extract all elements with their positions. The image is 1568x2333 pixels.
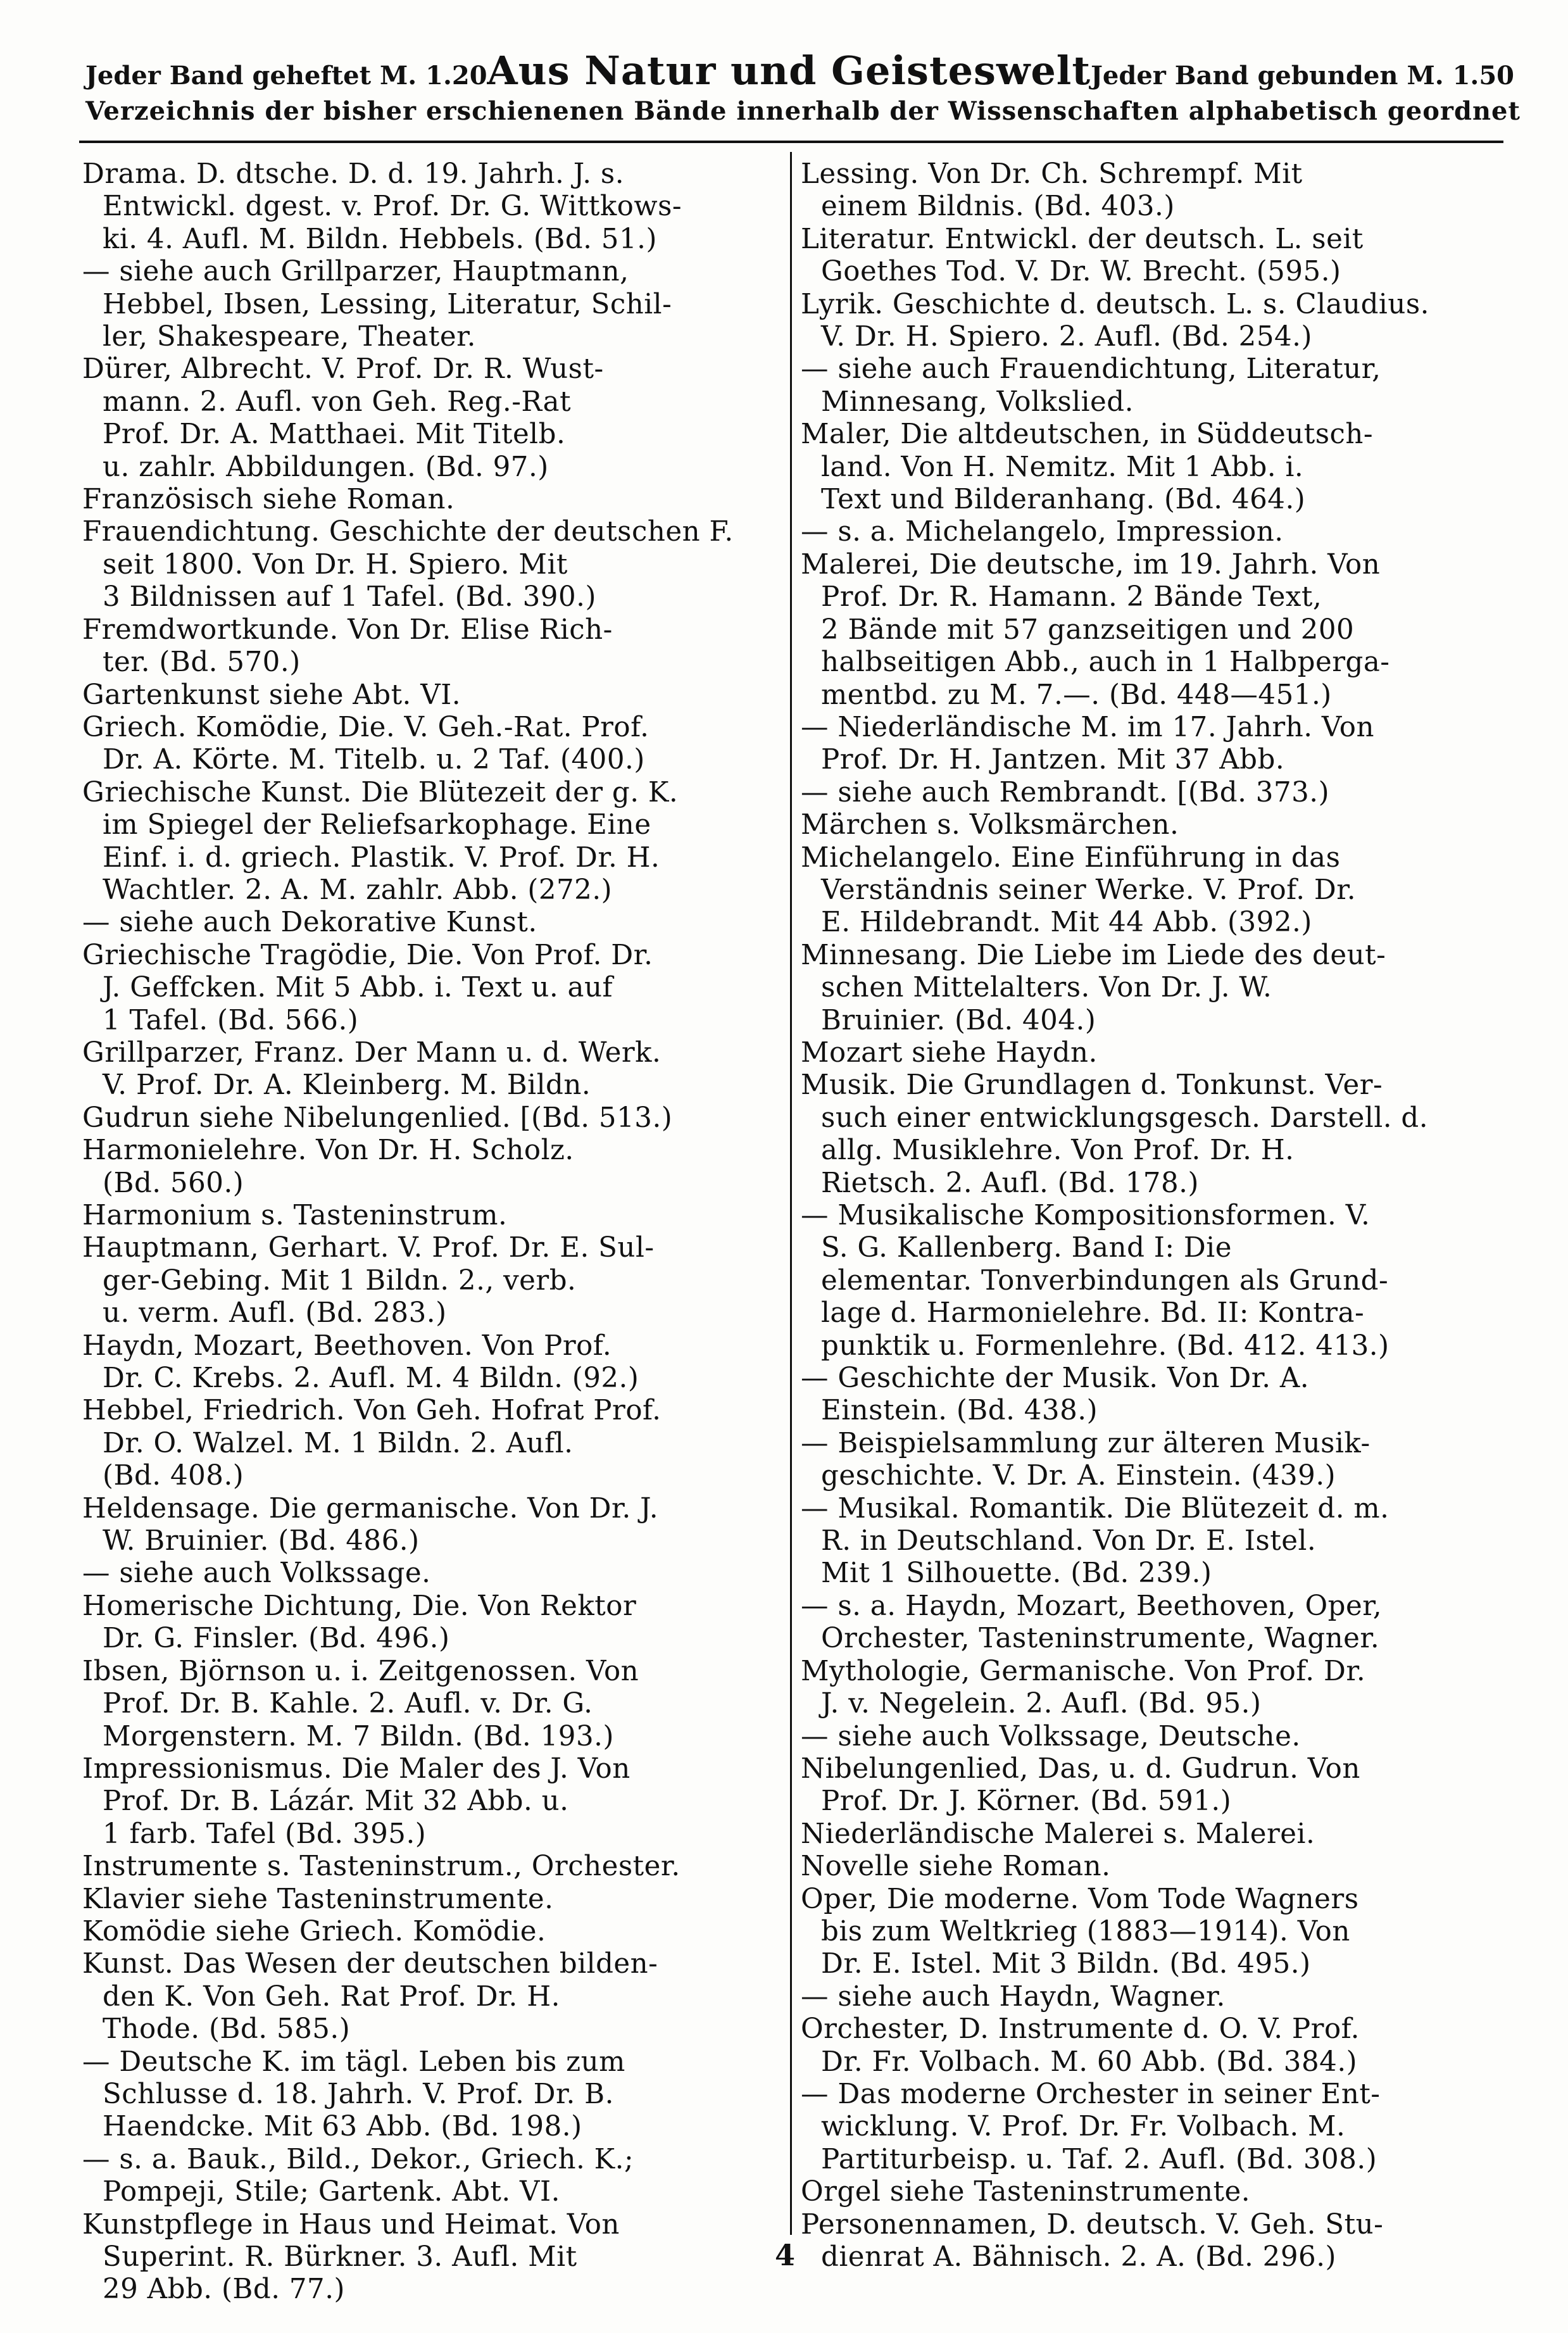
entry-continuation-line: W. Bruinier. (Bd. 486.) <box>103 1525 420 1557</box>
entry-heading-line: Griechische Tragödie, Die. Von Prof. Dr. <box>82 939 653 971</box>
entry-continuation-line: ler, Shakespeare, Theater. <box>103 321 476 353</box>
catalog-entry <box>82 484 782 516</box>
series-title: Aus Natur und Geisteswelt <box>487 47 1091 94</box>
entry-heading-line: — s. a. Bauk., Bild., Dekor., Griech. K.; <box>82 2143 634 2175</box>
entry-continuation-line: 3 Bildnissen auf 1 Tafel. (Bd. 390.) <box>103 581 596 613</box>
catalog-entry <box>801 1883 1500 1981</box>
catalog-entry <box>801 777 1500 809</box>
catalog-entry <box>801 2209 1500 2274</box>
entry-heading-line: Frauendichtung. Geschichte der deutschen F. <box>82 516 734 548</box>
entry-heading-line: Literatur. Entwickl. der deutsch. L. seit <box>801 223 1364 255</box>
catalog-entry <box>801 1851 1500 1883</box>
column-divider <box>790 152 792 2235</box>
entry-continuation-line: V. Prof. Dr. A. Kleinberg. M. Bildn. <box>103 1069 591 1102</box>
catalog-entry <box>801 1590 1500 1656</box>
entry-continuation-line: Einstein. (Bd. 438.) <box>821 1395 1098 1427</box>
entry-heading-line: — Musikal. Romantik. Die Blütezeit d. m. <box>801 1492 1389 1525</box>
catalog-entry <box>82 1200 782 1232</box>
catalog-entry <box>801 1753 1500 1818</box>
entry-continuation-line: Verständnis seiner Werke. V. Prof. Dr. <box>821 874 1357 906</box>
catalog-entry <box>801 516 1500 548</box>
catalog-entry <box>801 1069 1500 1200</box>
entry-heading-line: Minnesang. Die Liebe im Liede des deut- <box>801 939 1386 971</box>
catalog-entry <box>82 1883 782 1916</box>
entry-continuation-line: allg. Musiklehre. Von Prof. Dr. H. <box>821 1135 1295 1167</box>
entry-continuation-line: Prof. Dr. B. Lázár. Mit 32 Abb. u. <box>103 1785 569 1818</box>
catalog-entry <box>82 907 782 939</box>
entry-heading-line: — Das moderne Orchester in seiner Ent- <box>801 2078 1381 2110</box>
entry-continuation-line: Partiturbeisp. u. Taf. 2. Aufl. (Bd. 308.) <box>821 2143 1377 2175</box>
page-header <box>85 47 1514 94</box>
entry-heading-line: Mozart siehe Haydn. <box>801 1036 1098 1069</box>
catalog-entry <box>82 2046 782 2144</box>
entry-heading-line: — siehe auch Grillparzer, Hauptmann, <box>82 256 629 288</box>
entry-continuation-line: Pompeji, Stile; Gartenk. Abt. VI. <box>103 2176 560 2208</box>
entry-continuation-line: wicklung. V. Prof. Dr. Fr. Volbach. M. <box>821 2111 1346 2143</box>
catalog-entry <box>801 418 1500 516</box>
catalog-entry <box>801 842 1500 940</box>
catalog-entry <box>82 2209 782 2306</box>
catalog-entry <box>82 1102 782 1135</box>
entry-continuation-line: (Bd. 560.) <box>103 1167 244 1199</box>
catalog-entry <box>801 1981 1500 2013</box>
entry-heading-line: — siehe auch Frauendichtung, Literatur, <box>801 353 1381 386</box>
entry-continuation-line: Rietsch. 2. Aufl. (Bd. 178.) <box>821 1167 1199 1199</box>
entry-continuation-line: Morgenstern. M. 7 Bildn. (Bd. 193.) <box>103 1720 614 1752</box>
catalog-subtitle: Verzeichnis der bisher erschienenen Bände innerhalb der Wissenschaften alphabetisch geordnet <box>85 96 1521 126</box>
catalog-entry <box>801 549 1500 712</box>
entry-continuation-line: Prof. Dr. R. Hamann. 2 Bände Text, <box>821 581 1322 613</box>
entry-continuation-line: Thode. (Bd. 585.) <box>103 2013 351 2046</box>
entry-continuation-line: Dr. O. Walzel. M. 1 Bildn. 2. Aufl. <box>103 1427 574 1459</box>
entry-continuation-line: u. zahlr. Abbildungen. (Bd. 97.) <box>103 451 549 483</box>
catalog-entry <box>801 2078 1500 2176</box>
entry-continuation-line: punktik u. Formenlehre. (Bd. 412. 413.) <box>821 1330 1389 1362</box>
entry-continuation-line: Dr. G. Finsler. (Bd. 496.) <box>103 1623 450 1655</box>
entry-heading-line: Märchen s. Volksmärchen. <box>801 809 1179 841</box>
catalog-entry <box>801 353 1500 418</box>
catalog-entry <box>801 2176 1500 2208</box>
entry-heading-line: Heldensage. Die germanische. Von Dr. J. <box>82 1492 659 1525</box>
catalog-entry <box>82 2144 782 2209</box>
entry-heading-line: Maler, Die altdeutschen, in Süddeutsch- <box>801 418 1374 451</box>
entry-heading-line: — siehe auch Volkssage, Deutsche. <box>801 1720 1301 1752</box>
page-number: 4 <box>774 2238 795 2272</box>
entry-continuation-line: ter. (Bd. 570.) <box>103 646 301 679</box>
entry-heading-line: Lessing. Von Dr. Ch. Schrempf. Mit <box>801 158 1303 190</box>
entry-heading-line: Kunst. Das Wesen der deutschen bilden- <box>82 1948 658 1980</box>
catalog-entry <box>801 809 1500 841</box>
catalog-entry <box>82 1135 782 1200</box>
entry-continuation-line: such einer entwicklungsgesch. Darstell. d. <box>821 1102 1429 1134</box>
catalog-entry <box>82 158 782 256</box>
entry-continuation-line: Orchester, Tasteninstrumente, Wagner. <box>821 1623 1380 1655</box>
entry-continuation-line: Prof. Dr. B. Kahle. 2. Aufl. v. Dr. G. <box>103 1688 593 1720</box>
entry-heading-line: — siehe auch Volkssage. <box>82 1557 431 1590</box>
entry-continuation-line: einem Bildnis. (Bd. 403.) <box>821 191 1175 223</box>
catalog-entry <box>82 1330 782 1395</box>
entry-continuation-line: Prof. Dr. J. Körner. (Bd. 591.) <box>821 1785 1232 1818</box>
entry-heading-line: Nibelungenlied, Das, u. d. Gudrun. Von <box>801 1752 1360 1785</box>
entry-heading-line: Musik. Die Grundlagen d. Tonkunst. Ver- <box>801 1069 1383 1102</box>
catalog-entry <box>82 614 782 679</box>
entry-heading-line: Harmonium s. Tasteninstrum. <box>82 1200 508 1231</box>
entry-continuation-line: S. G. Kallenberg. Band I: Die <box>821 1232 1232 1264</box>
entry-continuation-line: bis zum Weltkrieg (1883—1914). Von <box>821 1915 1350 1947</box>
entry-continuation-line: ki. 4. Aufl. M. Bildn. Hebbels. (Bd. 51.) <box>103 223 657 255</box>
entry-heading-line: Harmonielehre. Von Dr. H. Scholz. <box>82 1135 574 1167</box>
entry-heading-line: — s. a. Haydn, Mozart, Beethoven, Oper, <box>801 1590 1383 1622</box>
entry-heading-line: Niederländische Malerei s. Malerei. <box>801 1818 1315 1850</box>
entry-heading-line: Komödie siehe Griech. Komödie. <box>82 1915 546 1947</box>
entry-heading-line: Michelangelo. Eine Einführung in das <box>801 841 1341 874</box>
catalog-entry <box>82 1395 782 1492</box>
entry-heading-line: Personennamen, D. deutsch. V. Geh. Stu- <box>801 2208 1384 2241</box>
catalog-entry <box>801 158 1500 223</box>
catalog-entry <box>801 1200 1500 1362</box>
entry-heading-line: Orgel siehe Tasteninstrumente. <box>801 2176 1251 2208</box>
entry-heading-line: Gudrun siehe Nibelungenlied. [(Bd. 513.) <box>82 1102 673 1134</box>
entry-continuation-line: Entwickl. dgest. v. Prof. Dr. G. Wittkows- <box>103 191 682 223</box>
catalog-entry <box>801 1362 1500 1428</box>
entry-continuation-line: Hebbel, Ibsen, Lessing, Literatur, Schil- <box>103 288 672 320</box>
left-column <box>82 158 782 2306</box>
catalog-entry <box>801 1037 1500 1069</box>
entry-continuation-line: land. Von H. Nemitz. Mit 1 Abb. i. <box>821 451 1304 483</box>
entry-heading-line: Haydn, Mozart, Beethoven. Von Prof. <box>82 1330 612 1362</box>
entry-heading-line: Drama. D. dtsche. D. d. 19. Jahrh. J. s. <box>82 158 625 190</box>
entry-continuation-line: geschichte. V. Dr. A. Einstein. (439.) <box>821 1460 1336 1492</box>
entry-heading-line: Griechische Kunst. Die Blütezeit der g. K. <box>82 776 679 808</box>
catalog-entry <box>801 223 1500 289</box>
entry-heading-line: Oper, Die moderne. Vom Tode Wagners <box>801 1883 1359 1915</box>
entry-continuation-line: halbseitigen Abb., auch in 1 Halbperga- <box>821 646 1390 679</box>
entry-continuation-line: Wachtler. 2. A. M. zahlr. Abb. (272.) <box>103 874 613 906</box>
catalog-entry <box>82 1590 782 1656</box>
catalog-entry <box>82 256 782 353</box>
entry-continuation-line: J. v. Negelein. 2. Aufl. (Bd. 95.) <box>821 1688 1262 1720</box>
catalog-entry <box>82 1557 782 1590</box>
entry-heading-line: Malerei, Die deutsche, im 19. Jahrh. Von <box>801 548 1381 581</box>
entry-heading-line: Novelle siehe Roman. <box>801 1851 1111 1883</box>
entry-continuation-line: V. Dr. H. Spiero. 2. Aufl. (Bd. 254.) <box>821 321 1312 353</box>
entry-continuation-line: Haendcke. Mit 63 Abb. (Bd. 198.) <box>103 2111 582 2143</box>
entry-heading-line: — siehe auch Rembrandt. [(Bd. 373.) <box>801 776 1330 808</box>
entry-heading-line: Dürer, Albrecht. V. Prof. Dr. R. Wust- <box>82 353 604 386</box>
entry-continuation-line: dienrat A. Bähnisch. 2. A. (Bd. 296.) <box>821 2241 1336 2273</box>
entry-heading-line: Gartenkunst siehe Abt. VI. <box>82 679 461 711</box>
entry-continuation-line: schen Mittelalters. Von Dr. J. W. <box>821 972 1272 1004</box>
entry-heading-line: Hebbel, Friedrich. Von Geh. Hofrat Prof. <box>82 1395 662 1427</box>
catalog-entry <box>82 516 782 613</box>
entry-heading-line: Instrumente s. Tasteninstrum., Orchester. <box>82 1851 681 1883</box>
entry-heading-line: — Beispielsammlung zur älteren Musik- <box>801 1427 1370 1459</box>
entry-continuation-line: u. verm. Aufl. (Bd. 283.) <box>103 1297 447 1330</box>
entry-continuation-line: Text und Bilderanhang. (Bd. 464.) <box>821 484 1306 516</box>
entry-heading-line: Hauptmann, Gerhart. V. Prof. Dr. E. Sul- <box>82 1232 655 1264</box>
catalog-entry <box>801 1721 1500 1753</box>
entry-heading-line: — siehe auch Haydn, Wagner. <box>801 1980 1226 2013</box>
catalog-entry <box>801 1493 1500 1590</box>
catalog-entry <box>82 1851 782 1883</box>
entry-continuation-line: Minnesang, Volkslied. <box>821 386 1134 418</box>
entry-heading-line: Homerische Dichtung, Die. Von Rektor <box>82 1590 637 1622</box>
entry-continuation-line: Goethes Tod. V. Dr. W. Brecht. (595.) <box>821 256 1341 288</box>
entry-continuation-line: Bruinier. (Bd. 404.) <box>821 1004 1096 1036</box>
entry-heading-line: Grillparzer, Franz. Der Mann u. d. Werk. <box>82 1036 662 1069</box>
entry-continuation-line: elementar. Tonverbindungen als Grund- <box>821 1264 1389 1297</box>
entry-continuation-line: Superint. R. Bürkner. 3. Aufl. Mit <box>103 2241 577 2273</box>
entry-continuation-line: J. Geffcken. Mit 5 Abb. i. Text u. auf <box>103 972 613 1004</box>
entry-heading-line: Mythologie, Germanische. Von Prof. Dr. <box>801 1655 1366 1687</box>
entry-continuation-line: mann. 2. Aufl. von Geh. Reg.-Rat <box>103 386 572 418</box>
catalog-entry <box>82 1656 782 1753</box>
entry-heading-line: Französisch siehe Roman. <box>82 484 455 516</box>
entry-continuation-line: 1 farb. Tafel (Bd. 395.) <box>103 1818 427 1850</box>
entry-heading-line: Orchester, D. Instrumente d. O. V. Prof. <box>801 2013 1360 2046</box>
entry-heading-line: — siehe auch Dekorative Kunst. <box>82 907 537 939</box>
catalog-entry <box>82 353 782 484</box>
entry-heading-line: Griech. Komödie, Die. V. Geh.-Rat. Prof. <box>82 711 649 743</box>
entry-continuation-line: E. Hildebrandt. Mit 44 Abb. (392.) <box>821 907 1312 939</box>
entry-heading-line: Klavier siehe Tasteninstrumente. <box>82 1883 554 1915</box>
entry-heading-line: — s. a. Michelangelo, Impression. <box>801 516 1284 548</box>
catalog-entry <box>82 1753 782 1851</box>
header-price-paperback: Jeder Band geheftet M. 1.20 <box>85 61 487 91</box>
entry-heading-line: — Deutsche K. im tägl. Leben bis zum <box>82 2046 625 2078</box>
catalog-entry <box>801 712 1500 777</box>
catalog-entry <box>801 1818 1500 1851</box>
entry-continuation-line: Einf. i. d. griech. Plastik. V. Prof. Dr. H. <box>103 841 660 874</box>
entry-heading-line: Kunstpflege in Haus und Heimat. Von <box>82 2208 620 2241</box>
entry-heading-line: Fremdwortkunde. Von Dr. Elise Rich- <box>82 613 613 646</box>
entry-continuation-line: Schlusse d. 18. Jahrh. V. Prof. Dr. B. <box>103 2078 614 2110</box>
catalog-entry <box>801 1428 1500 1493</box>
catalog-entry <box>82 712 782 777</box>
catalog-entry <box>801 2013 1500 2078</box>
header-price-bound: Jeder Band gebunden M. 1.50 <box>1090 61 1514 91</box>
entry-heading-line: — Musikalische Kompositionsformen. V. <box>801 1200 1370 1231</box>
entry-continuation-line: Dr. C. Krebs. 2. Aufl. M. 4 Bildn. (92.) <box>103 1362 639 1395</box>
catalog-entry <box>801 1656 1500 1721</box>
right-column <box>801 158 1500 2273</box>
catalog-entry <box>82 679 782 712</box>
catalog-entry <box>82 777 782 907</box>
entry-continuation-line: 1 Tafel. (Bd. 566.) <box>103 1004 359 1036</box>
entry-heading-line: Lyrik. Geschichte d. deutsch. L. s. Claudius. <box>801 288 1429 320</box>
entry-continuation-line: R. in Deutschland. Von Dr. E. Istel. <box>821 1525 1317 1557</box>
entry-continuation-line: 29 Abb. (Bd. 77.) <box>103 2273 346 2306</box>
entry-heading-line: Ibsen, Björnson u. i. Zeitgenossen. Von <box>82 1655 639 1687</box>
entry-continuation-line: Dr. A. Körte. M. Titelb. u. 2 Taf. (400.) <box>103 744 645 776</box>
entry-continuation-line: den K. Von Geh. Rat Prof. Dr. H. <box>103 1980 560 2013</box>
entry-continuation-line: mentbd. zu M. 7.—. (Bd. 448—451.) <box>821 679 1332 711</box>
entry-continuation-line: ger-Gebing. Mit 1 Bildn. 2., verb. <box>103 1264 577 1297</box>
catalog-entry <box>801 289 1500 354</box>
entry-continuation-line: 2 Bände mit 57 ganzseitigen und 200 <box>821 613 1355 646</box>
entry-continuation-line: (Bd. 408.) <box>103 1460 244 1492</box>
entry-continuation-line: Mit 1 Silhouette. (Bd. 239.) <box>821 1557 1212 1590</box>
catalog-entry <box>82 1916 782 1948</box>
entry-continuation-line: Prof. Dr. A. Matthaei. Mit Titelb. <box>103 418 566 451</box>
catalog-entry <box>82 1037 782 1102</box>
entry-continuation-line: Dr. Fr. Volbach. M. 60 Abb. (Bd. 384.) <box>821 2046 1358 2078</box>
catalog-entry <box>82 1948 782 2046</box>
catalog-entry <box>82 1493 782 1558</box>
entry-heading-line: Impressionismus. Die Maler des J. Von <box>82 1752 630 1785</box>
entry-heading-line: — Geschichte der Musik. Von Dr. A. <box>801 1362 1310 1395</box>
header-rule <box>79 141 1503 143</box>
entry-continuation-line: seit 1800. Von Dr. H. Spiero. Mit <box>103 548 568 581</box>
catalog-entry <box>82 940 782 1037</box>
entry-continuation-line: Dr. E. Istel. Mit 3 Bildn. (Bd. 495.) <box>821 1948 1311 1980</box>
entry-heading-line: — Niederländische M. im 17. Jahrh. Von <box>801 711 1374 743</box>
catalog-entry <box>801 940 1500 1037</box>
entry-continuation-line: lage d. Harmonielehre. Bd. II: Kontra- <box>821 1297 1365 1330</box>
entry-continuation-line: im Spiegel der Reliefsarkophage. Eine <box>103 809 651 841</box>
entry-continuation-line: Prof. Dr. H. Jantzen. Mit 37 Abb. <box>821 744 1285 776</box>
catalog-entry <box>82 1232 782 1330</box>
